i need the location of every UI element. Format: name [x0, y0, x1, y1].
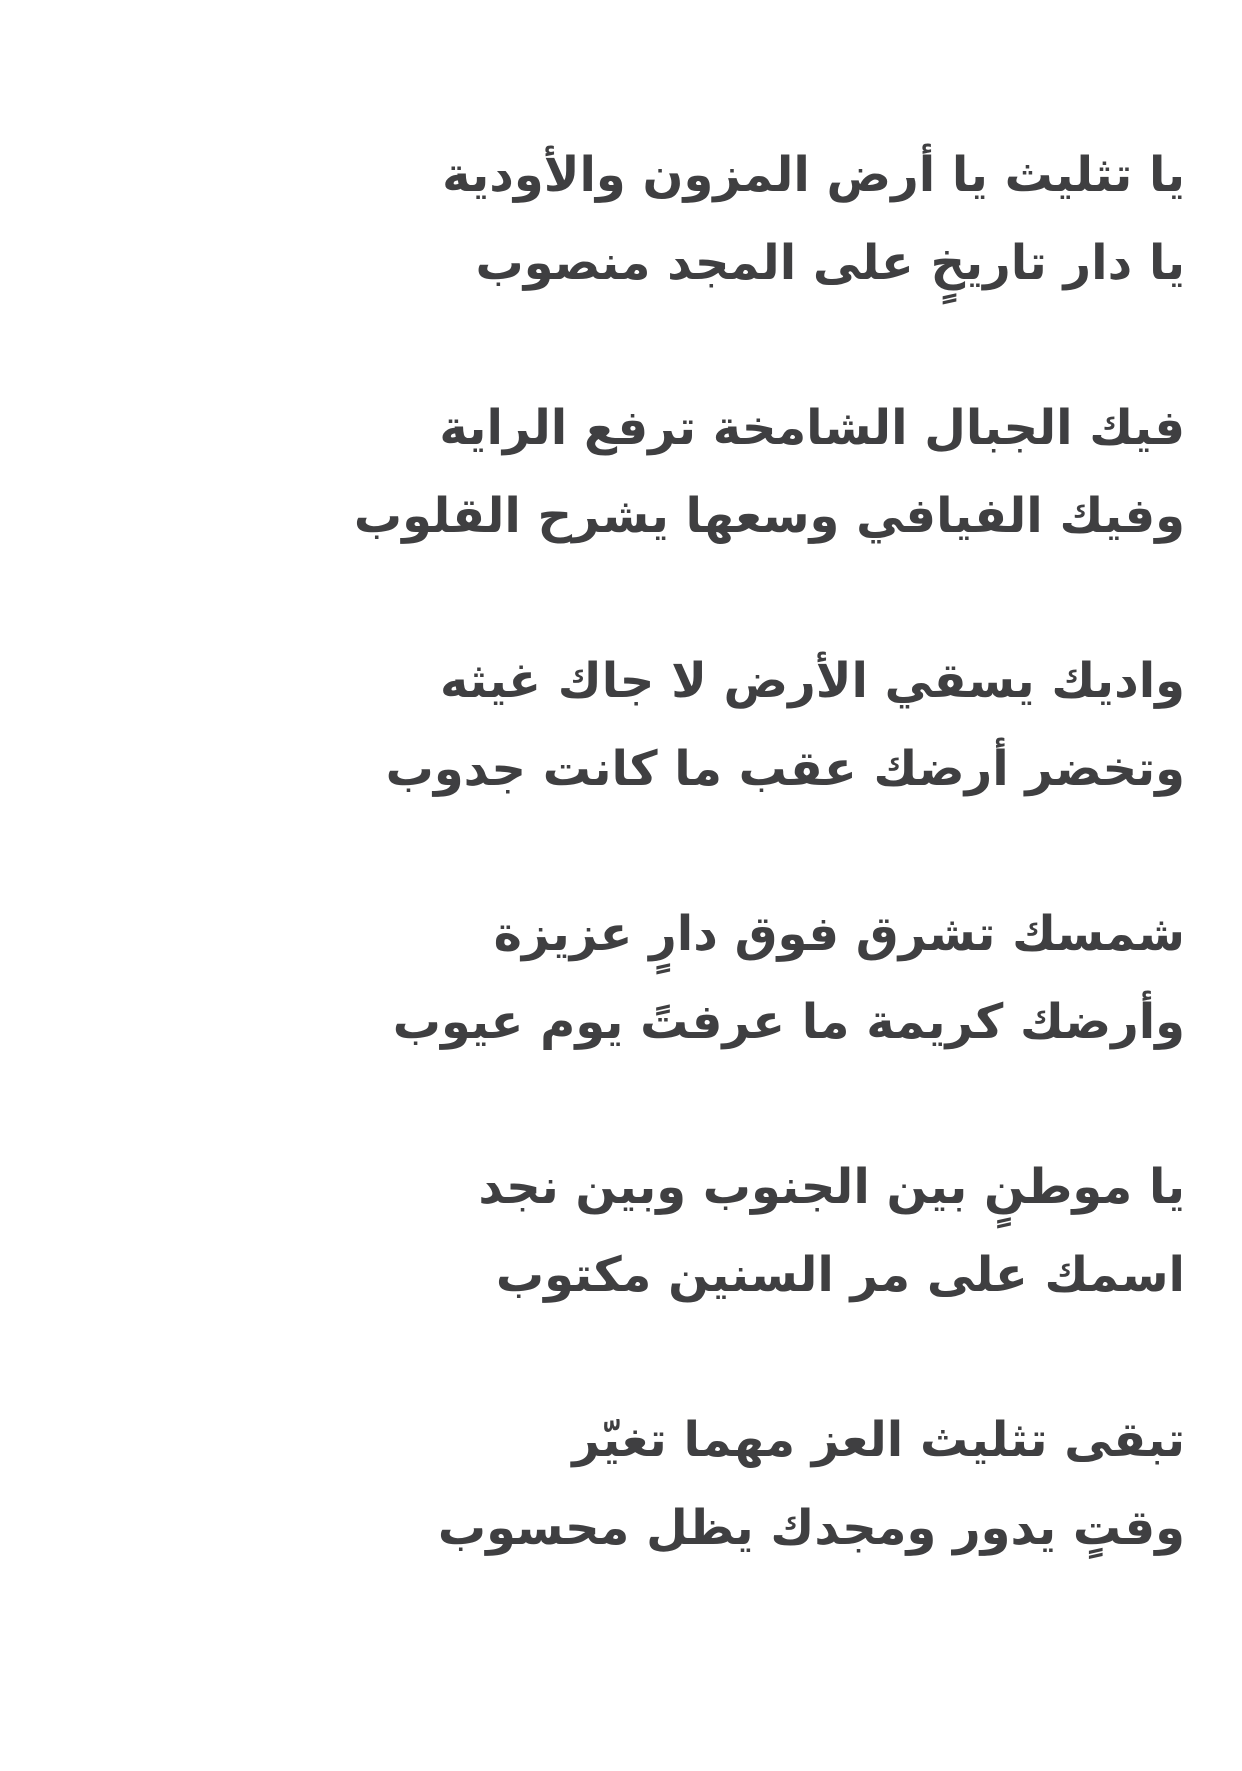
poem-line: يا موطنٍ بين الجنوب وبين نجد	[478, 1159, 1185, 1215]
poem-line: واديك يسقي الأرض لا جاك غيثه	[439, 653, 1185, 709]
poem-line: وفيك الفيافي وسعها يشرح القلوب	[353, 488, 1185, 544]
poem-line: شمسك تشرق فوق دارٍ عزيزة	[493, 906, 1185, 962]
poem-line: اسمك على مر السنين مكتوب	[495, 1247, 1185, 1303]
poem-stanza-4	[40, 890, 1185, 1066]
poem-stanza-3	[40, 637, 1185, 813]
poem-line: يا دار تاريخٍ على المجد منصوب	[475, 235, 1185, 291]
poem-line: وقتٍ يدور ومجدك يظل محسوب	[437, 1500, 1185, 1556]
poem-line: فيك الجبال الشامخة ترفع الراية	[439, 400, 1185, 456]
poem-stanza-5	[40, 1143, 1185, 1319]
poem-line: تبقى تثليث العز مهما تغيّر	[572, 1412, 1185, 1468]
poem-line: يا تثليث يا أرض المزون والأودية	[442, 147, 1185, 203]
poem-stanza-6	[40, 1396, 1185, 1572]
poem-line: وأرضك كريمة ما عرفتً يوم عيوب	[392, 994, 1185, 1050]
poem-stanza-2	[40, 384, 1185, 560]
poem-stanza-1	[40, 131, 1185, 307]
poem-line: وتخضر أرضك عقب ما كانت جدوب	[385, 741, 1185, 797]
